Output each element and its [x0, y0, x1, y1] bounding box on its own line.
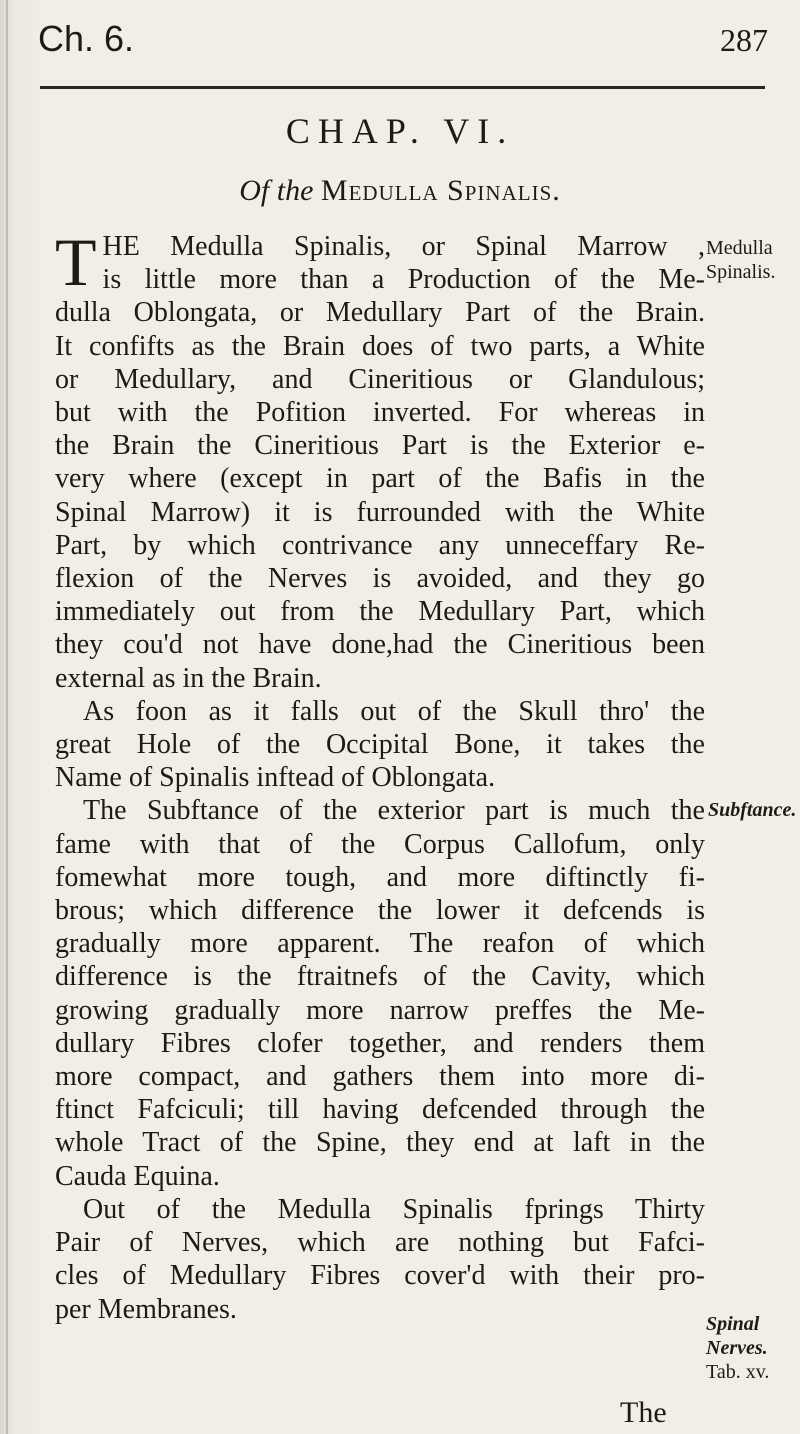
text-line: more compact, and gathers them into more di- [55, 1061, 705, 1093]
text-line: dullary Fibres clofer together, and renders them [55, 1027, 705, 1059]
text-line: is little more than a Production of the Me- [102, 264, 705, 296]
text-line: the Brain the Cineritious Part is the Exterior e- [55, 430, 705, 462]
paragraph-4 [55, 1193, 705, 1326]
margin-note-line: Spinal [706, 1313, 760, 1335]
text-line: or Medullary, and Cineritious or Glandulous; [55, 363, 705, 395]
header-rule [40, 86, 765, 89]
text-line: ftinct Fafciculi; till having defcended through the [55, 1094, 705, 1126]
margin-note-medulla [706, 236, 786, 284]
text-line: external as in the Brain. [55, 662, 322, 694]
text-line: gradually more apparent. The reafon of which [55, 928, 705, 960]
margin-note-line: Tab. xv. [706, 1361, 770, 1383]
text-line: growing gradually more narrow preffes the Me- [55, 994, 705, 1026]
text-line: dulla Oblongata, or Medullary Part of the Brain. [55, 297, 705, 329]
text-line: Cauda Equina. [55, 1160, 220, 1192]
text-line: HE Medulla Spinalis, or Spinal Marrow , [102, 231, 705, 262]
text-line: Spinal Marrow) it is furrounded with the White [55, 496, 705, 528]
catchword: The [620, 1396, 667, 1429]
subtitle-title: Medulla Spinalis. [320, 174, 561, 207]
text-line: but with the Pofition inverted. For whereas in [55, 397, 705, 429]
margin-note-substance: Subftance. [708, 799, 797, 821]
text-line: fomewhat more tough, and more diftinctly fi- [55, 861, 705, 893]
text-line: Out of the Medulla Spinalis fprings Thirty [83, 1193, 705, 1225]
drop-cap: T [55, 224, 97, 300]
margin-note-spinal-nerves [706, 1312, 786, 1384]
text-line: per Membranes. [55, 1293, 237, 1325]
paragraph-2 [55, 695, 705, 795]
running-head [38, 18, 768, 78]
paragraph-3 [55, 794, 705, 1192]
text-line: It confifts as the Brain does of two parts, a White [55, 330, 705, 362]
subtitle-prefix: Of the [239, 174, 314, 207]
text-line: As foon as it falls out of the Skull thro' the [83, 695, 705, 727]
chapter-label: Ch. 6. [38, 18, 135, 59]
text-line: immediately out from the Medullary Part, which [55, 596, 705, 628]
paragraph-1 [55, 224, 705, 695]
text-line: cles of Medullary Fibres cover'd with their pro- [55, 1260, 705, 1292]
text-line: fame with that of the Corpus Callofum, only [55, 828, 705, 860]
text-line: whole Tract of the Spine, they end at laft in the [55, 1127, 705, 1159]
text-line: flexion of the Nerves is avoided, and they go [55, 563, 705, 595]
text-line: Pair of Nerves, which are nothing but Fafci- [55, 1227, 705, 1259]
margin-note-line: Nerves. [706, 1337, 768, 1359]
text-line: Name of Spinalis inftead of Oblongata. [55, 762, 496, 794]
text-line: brous; which difference the lower it defcends is [55, 895, 705, 927]
text-line: Part, by which contrivance any unneceffary Re- [55, 529, 705, 561]
page-edge-shadow [6, 0, 8, 1434]
text-line: The Subftance of the exterior part is much the [83, 795, 705, 827]
page-number: 287 [720, 22, 768, 58]
margin-note-line: Spinalis. [706, 261, 776, 283]
chapter-heading: CHAP. VI. [285, 111, 515, 151]
text-line: great Hole of the Occipital Bone, it takes the [55, 729, 705, 761]
text-line: difference is the ftraitnefs of the Cavity, which [55, 961, 705, 993]
chapter-subtitle [0, 174, 800, 208]
body-text [55, 224, 705, 1326]
margin-note-line: Medulla [706, 237, 773, 259]
text-line: very where (except in part of the Bafis in the [55, 463, 705, 495]
text-line: they cou'd not have done,had the Cineritious been [55, 629, 705, 661]
